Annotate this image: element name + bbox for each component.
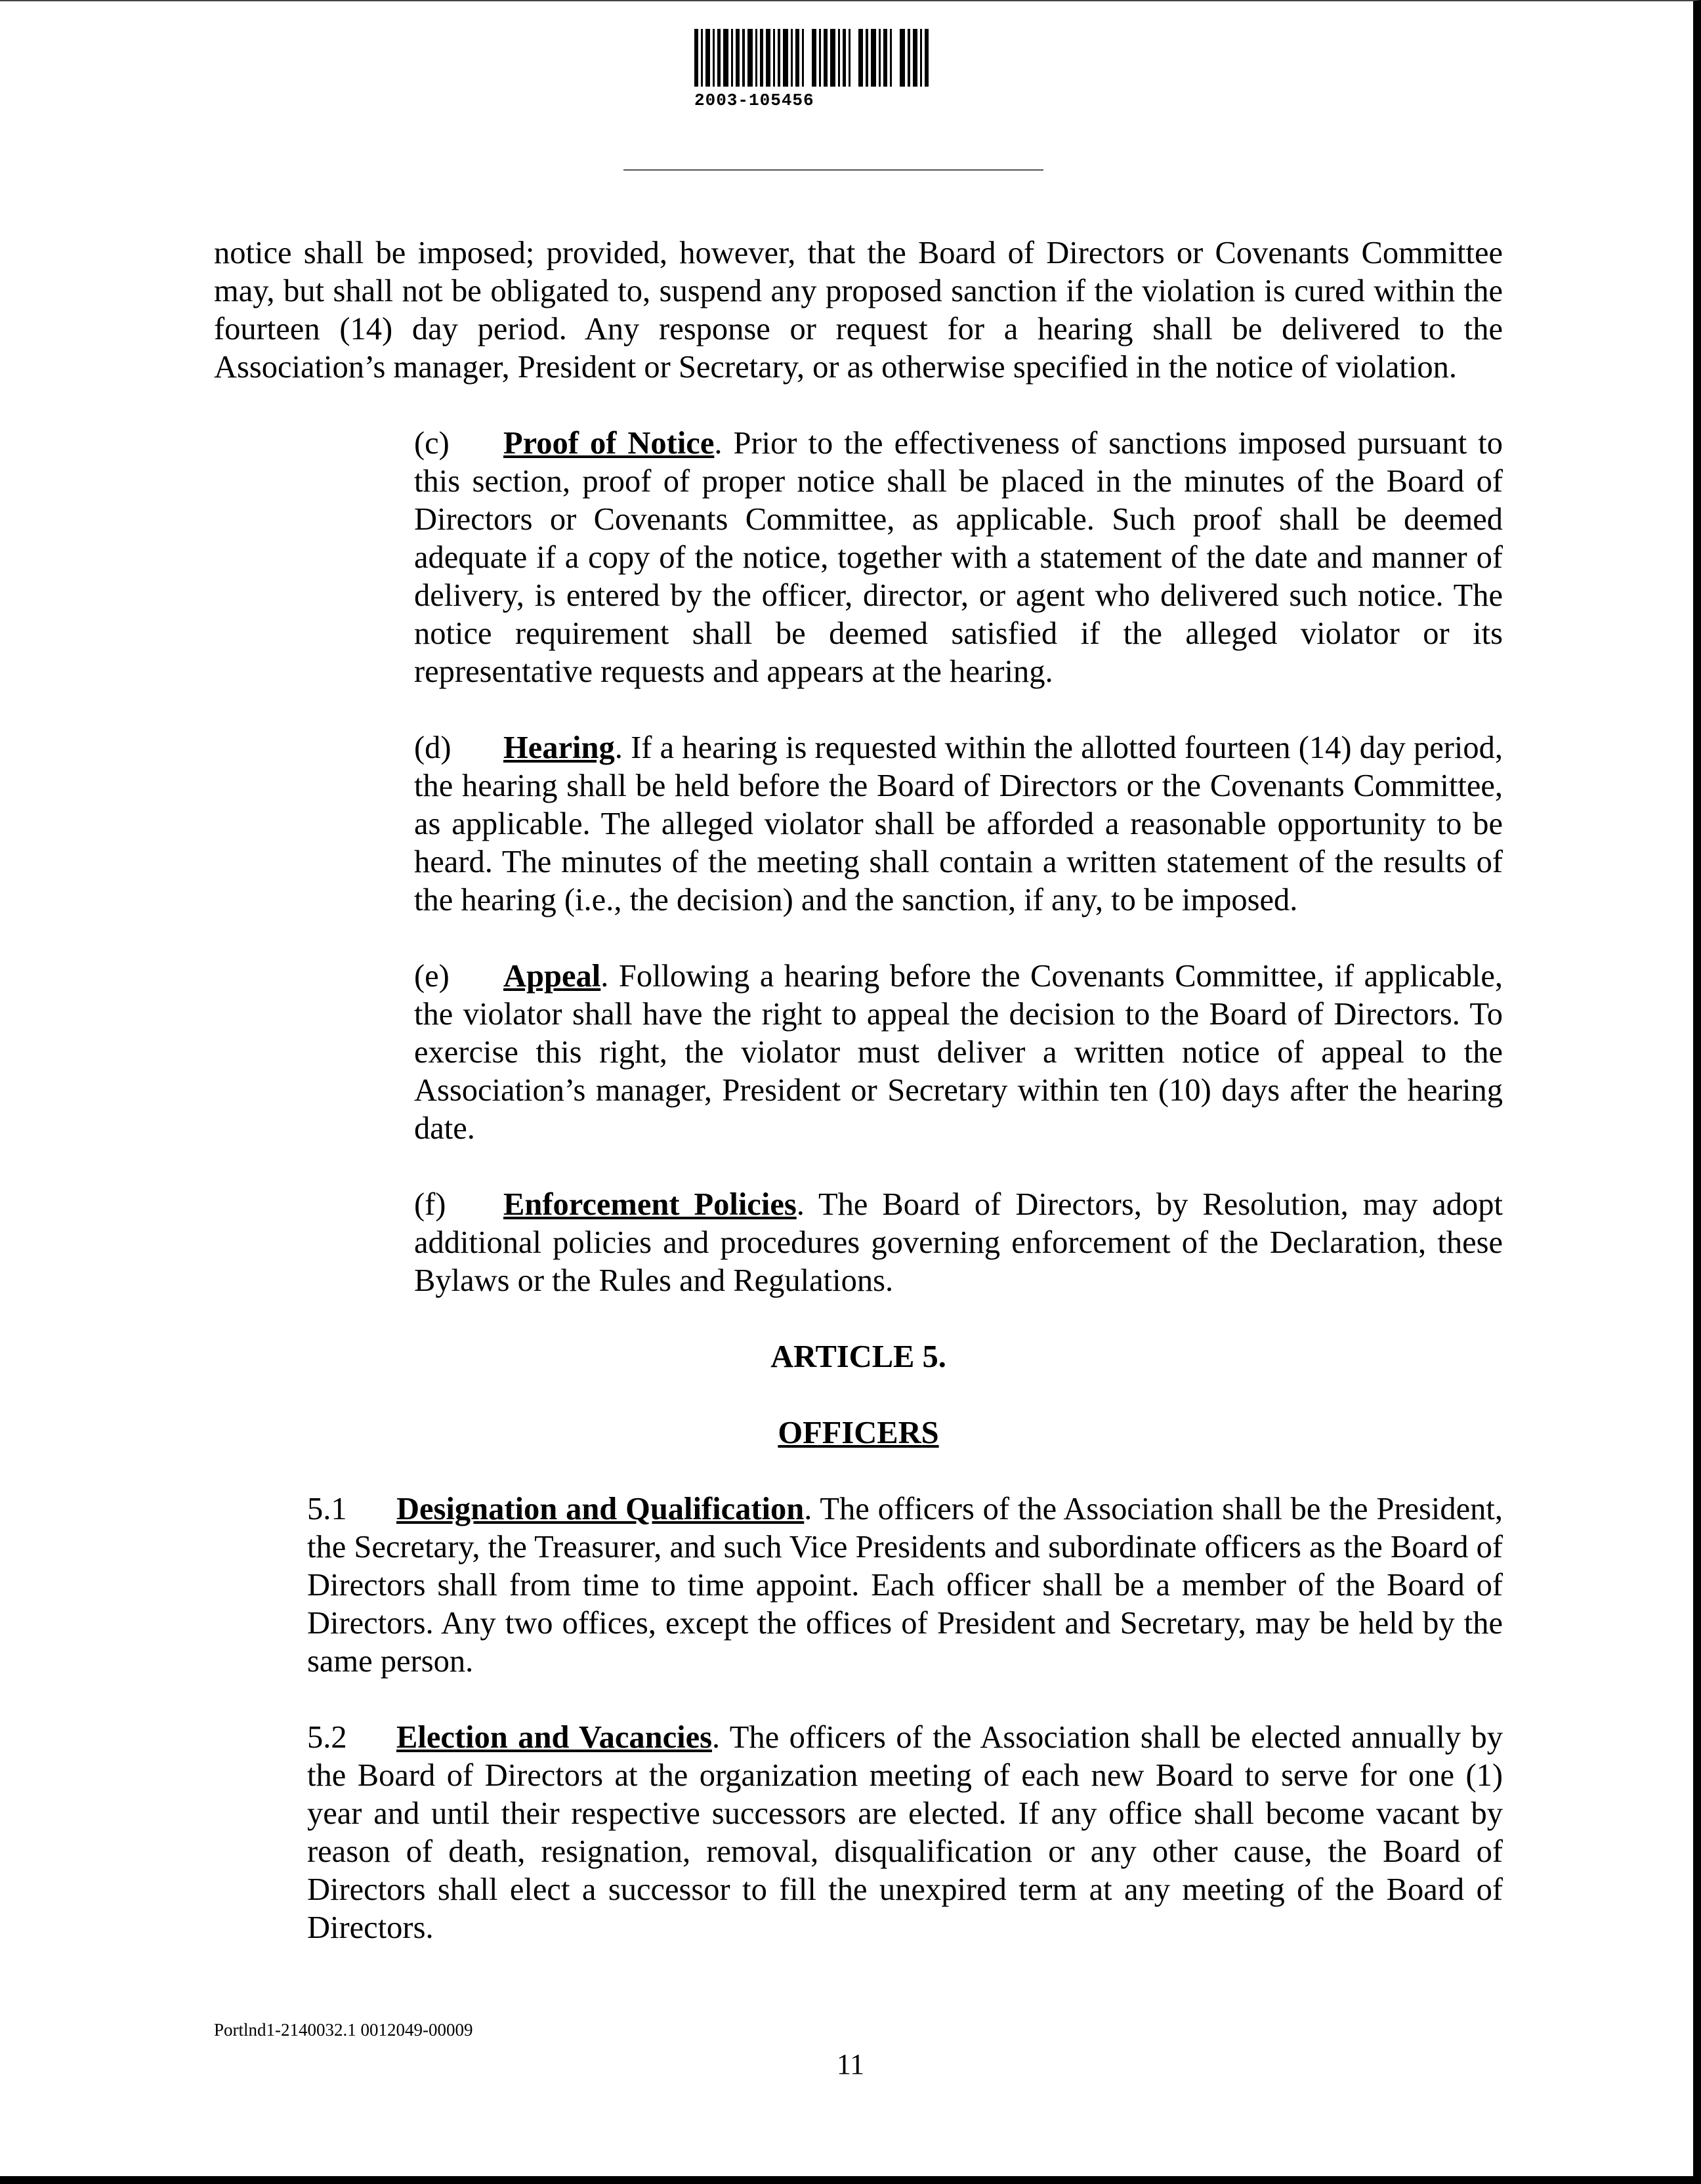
barcode [694, 29, 996, 110]
section-heading: Election and Vacancies [396, 1720, 713, 1755]
subsection-label: (d) [414, 730, 452, 765]
subsection-d [214, 729, 1503, 919]
subsection-label: (c) [414, 426, 450, 461]
subsection-f [214, 1186, 1503, 1300]
barcode-number: 2003-105456 [694, 91, 814, 110]
barcode-bars [694, 29, 996, 87]
section-5-2 [214, 1719, 1503, 1947]
page-number: 11 [836, 2048, 865, 2080]
document-body [214, 234, 1503, 1985]
scan-line-divider [623, 169, 1043, 171]
subsection-heading: Appeal [503, 959, 601, 994]
subsection-heading: Hearing [503, 730, 615, 765]
document-id: Portlnd1-2140032.1 0012049-00009 [214, 2020, 473, 2040]
section-5-1 [214, 1490, 1503, 1681]
subsection-heading: Proof of Notice [503, 426, 715, 461]
intro-paragraph: notice shall be imposed; provided, however, that the Board of Directors or Covenants Committee may, but shall not be obligated to, suspend any proposed sanction if the violation is cured within the fourteen (14) day period. Any response or request for a hearing shall be delivered to the Association’s manager, President or Secretary, or as otherwise specified in the notice of violation. [214, 236, 1503, 385]
subsection-body: . Following a hearing before the Covenants Committee, if applicable, the violator shall have the right to appeal the decision to the Board of Directors. To exercise this right, the violator must deliver a written notice of appeal to the Association’s manager, President or Secretary within ten (10) days after the hearing date. [414, 959, 1503, 1146]
subsection-c [214, 425, 1503, 691]
article-number: ARTICLE 5. [770, 1339, 946, 1374]
section-heading: Designation and Qualification [396, 1492, 805, 1526]
subsection-body: . Prior to the effectiveness of sanctions imposed pursuant to this section, proof of proper notice shall be placed in the minutes of the Board of Directors or Covenants Committee, as applicable. Such proof shall be deemed adequate if a copy of the notice, together with a statement of the date and manner of delivery, is entered by the officer, director, or agent who delivered such notice. The notice requirement shall be deemed satisfied if the alleged violator or its representative requests and appears at the hearing. [414, 426, 1503, 689]
subsection-body: . The Board of Directors, by Resolution, may adopt additional policies and procedures governing enforcement of the Declaration, these Bylaws or the Rules and Regulations. [414, 1187, 1503, 1298]
subsection-heading: Enforcement Policies [503, 1187, 797, 1222]
subsection-label: (e) [414, 959, 450, 994]
section-label: 5.2 [307, 1720, 347, 1755]
article-name: OFFICERS [778, 1416, 939, 1450]
section-body: . The officers of the Association shall be elected annually by the Board of Directors at the organization meeting of each new Board to serve for one (1) year and until their respective successors are elected. If any office shall become vacant by reason of death, resignation, removal, disqualification or any other cause, the Board of Directors shall elect a successor to fill the unexpired term at any meeting of the Board of Directors. [307, 1720, 1503, 1945]
section-body: . The officers of the Association shall be the President, the Secretary, the Treasurer, and such Vice Presidents and subordinate officers as the Board of Directors shall from time to time appoint. Each officer shall be a member of the Board of Directors. Any two offices, except the offices of President and Secretary, may be held by the same person. [307, 1492, 1503, 1679]
subsection-label: (f) [414, 1187, 446, 1222]
subsection-e [214, 957, 1503, 1148]
section-label: 5.1 [307, 1492, 347, 1526]
subsection-body: . If a hearing is requested within the allotted fourteen (14) day period, the hearing shall be held before the Board of Directors or the Covenants Committee, as applicable. The alleged violator shall be afforded a reasonable opportunity to be heard. The minutes of the meeting shall contain a written statement of the results of the hearing (i.e., the decision) and the sanction, if any, to be imposed. [414, 730, 1503, 917]
